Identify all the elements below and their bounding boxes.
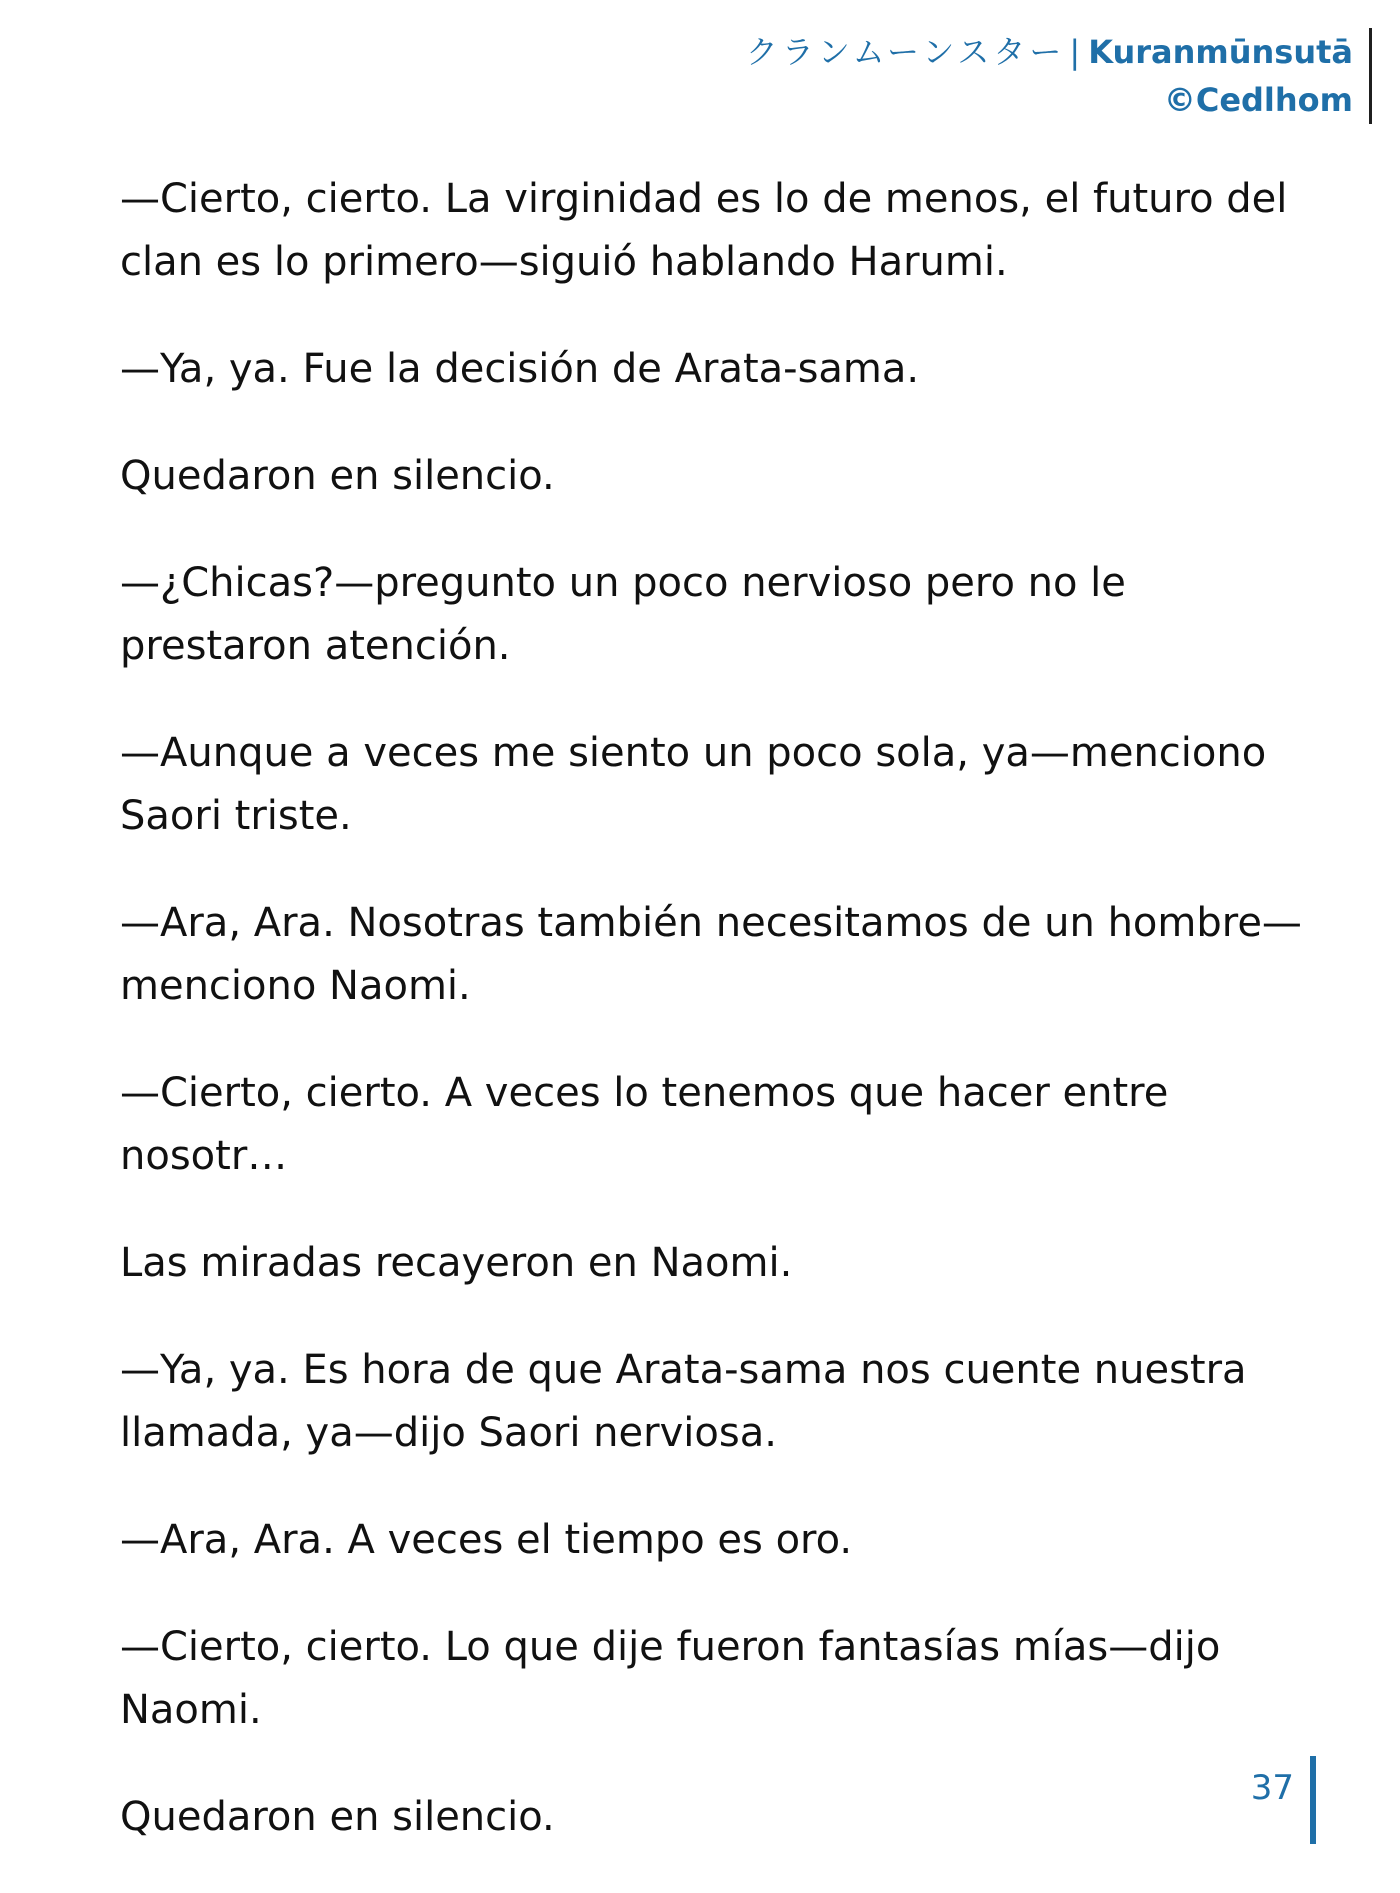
header-title-line (746, 28, 1353, 76)
page-header (746, 28, 1372, 124)
paragraph: —Ara, Ara. Nosotras también necesitamos de un hombre—menciono Naomi. (120, 900, 1302, 1009)
paragraph: —Cierto, cierto. La virginidad es lo de menos, el futuro del clan es lo primero—siguió hablando Harumi. (120, 176, 1288, 285)
paragraph: Las miradas recayeron en Naomi. (120, 1240, 793, 1286)
paragraph: —¿Chicas?—pregunto un poco nervioso pero no le prestaron atención. (120, 560, 1126, 669)
paragraph: Quedaron en silencio. (120, 1794, 555, 1840)
header-title-romaji: Kuranmūnsutā (1088, 33, 1353, 71)
paragraph: —Ara, Ara. A veces el tiempo es oro. (120, 1517, 853, 1563)
paragraph: —Aunque a veces me siento un poco sola, ya—menciono Saori triste. (120, 730, 1267, 839)
header-separator: | (1069, 33, 1081, 71)
paragraph: —Cierto, cierto. A veces lo tenemos que hacer entre nosotr… (120, 1070, 1169, 1179)
page-number: 37 (1251, 1756, 1316, 1844)
paragraph: —Ya, ya. Fue la decisión de Arata-sama. (120, 346, 920, 392)
body-text (120, 168, 1320, 1893)
paragraph: —Ya, ya. Es hora de que Arata-sama nos cuente nuestra llamada, ya—dijo Saori nerviosa. (120, 1347, 1247, 1456)
header-copyright: ©Cedlhom (1163, 81, 1353, 119)
header-title-japanese: クランムーンスター (745, 33, 1066, 71)
paragraph: Quedaron en silencio. (120, 453, 555, 499)
paragraph: —Cierto, cierto. Lo que dije fueron fantasías mías—dijo Naomi. (120, 1624, 1221, 1733)
